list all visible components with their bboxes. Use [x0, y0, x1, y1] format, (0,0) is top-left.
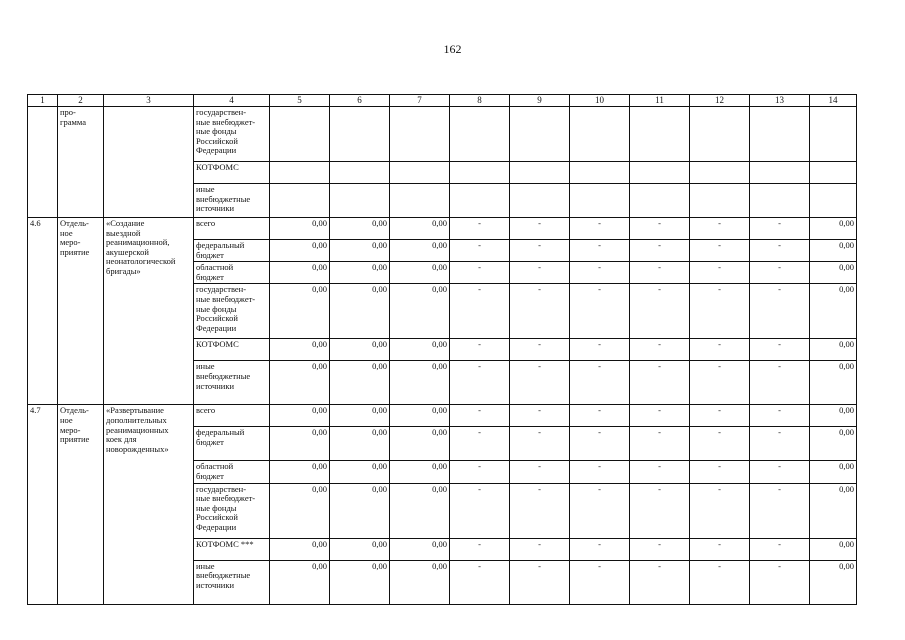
value-col-9: - [510, 560, 570, 604]
value-cell [630, 107, 690, 162]
value-cell [750, 162, 810, 184]
value-cell [570, 107, 630, 162]
value-col-5: 0,00 [270, 427, 330, 461]
funding-source: государствен- ные внебюджет- ные фонды Российской Федерации [194, 284, 270, 339]
funding-source: иные внебюджетные источники [194, 560, 270, 604]
value-cell [450, 162, 510, 184]
value-col-9: - [510, 218, 570, 240]
column-header: 5 [270, 95, 330, 107]
column-header: 8 [450, 95, 510, 107]
value-col-10: - [570, 218, 630, 240]
funding-source: государствен- ные внебюджет- ные фонды Российской Федерации [194, 483, 270, 538]
value-col-9: - [510, 461, 570, 483]
value-col-7: 0,00 [390, 461, 450, 483]
value-cell [330, 184, 390, 218]
value-col-8: - [450, 483, 510, 538]
value-cell [690, 162, 750, 184]
value-col-11: - [630, 218, 690, 240]
value-col-11: - [630, 262, 690, 284]
value-col-8: - [450, 361, 510, 405]
column-header: 14 [810, 95, 857, 107]
value-col-7: 0,00 [390, 427, 450, 461]
value-col-8: - [450, 538, 510, 560]
value-col-9: - [510, 405, 570, 427]
value-col-5: 0,00 [270, 284, 330, 339]
value-cell [390, 107, 450, 162]
value-col-5: 0,00 [270, 339, 330, 361]
value-col-11: - [630, 339, 690, 361]
value-col-8: - [450, 218, 510, 240]
column-header: 12 [690, 95, 750, 107]
value-cell [510, 162, 570, 184]
value-col-14: 0,00 [810, 361, 857, 405]
value-col-10: - [570, 461, 630, 483]
funding-source: государствен- ные внебюджет- ные фонды Российской Федерации [194, 107, 270, 162]
value-col-13: - [750, 560, 810, 604]
value-cell [270, 162, 330, 184]
row-name: «Развертывание дополнительных реанимационных коек для новорожденных» [104, 405, 194, 604]
value-col-10: - [570, 262, 630, 284]
value-col-12: - [690, 284, 750, 339]
value-col-10: - [570, 405, 630, 427]
value-col-9: - [510, 483, 570, 538]
value-cell [750, 107, 810, 162]
row-type: про- грамма [58, 107, 104, 218]
value-col-11: - [630, 538, 690, 560]
value-col-14: 0,00 [810, 262, 857, 284]
row-type: Отдель- ное меро- приятие [58, 405, 104, 604]
value-col-7: 0,00 [390, 405, 450, 427]
value-col-11: - [630, 284, 690, 339]
value-col-12: - [690, 427, 750, 461]
value-cell [810, 107, 857, 162]
value-cell [330, 162, 390, 184]
value-col-13: - [750, 405, 810, 427]
value-col-7: 0,00 [390, 262, 450, 284]
value-col-7: 0,00 [390, 240, 450, 262]
value-cell [750, 184, 810, 218]
value-cell [390, 184, 450, 218]
value-cell [570, 162, 630, 184]
value-col-13: - [750, 218, 810, 240]
value-col-12: - [690, 262, 750, 284]
value-col-14: 0,00 [810, 461, 857, 483]
value-col-6: 0,00 [330, 483, 390, 538]
column-header: 3 [104, 95, 194, 107]
table-row [28, 218, 857, 240]
column-header: 1 [28, 95, 58, 107]
value-col-7: 0,00 [390, 218, 450, 240]
page-number: 162 [443, 42, 462, 56]
value-col-10: - [570, 361, 630, 405]
value-cell [450, 107, 510, 162]
value-col-9: - [510, 361, 570, 405]
value-cell [630, 162, 690, 184]
row-index [28, 107, 58, 218]
value-col-5: 0,00 [270, 461, 330, 483]
value-col-13: - [750, 483, 810, 538]
value-col-6: 0,00 [330, 538, 390, 560]
value-col-12: - [690, 538, 750, 560]
value-col-5: 0,00 [270, 538, 330, 560]
value-col-6: 0,00 [330, 240, 390, 262]
value-col-12: - [690, 339, 750, 361]
value-col-10: - [570, 240, 630, 262]
value-cell [810, 162, 857, 184]
row-index: 4.6 [28, 218, 58, 405]
funding-source: федеральный бюджет [194, 427, 270, 461]
table-row [28, 107, 857, 162]
value-col-12: - [690, 560, 750, 604]
value-cell [690, 107, 750, 162]
row-name [104, 107, 194, 218]
value-col-13: - [750, 339, 810, 361]
value-col-6: 0,00 [330, 284, 390, 339]
value-cell [330, 107, 390, 162]
value-cell [510, 184, 570, 218]
value-col-14: 0,00 [810, 538, 857, 560]
column-header: 7 [390, 95, 450, 107]
value-col-14: 0,00 [810, 339, 857, 361]
funding-source: КОТФОМС *** [194, 538, 270, 560]
value-cell [630, 184, 690, 218]
value-col-6: 0,00 [330, 339, 390, 361]
value-cell [270, 184, 330, 218]
value-col-13: - [750, 538, 810, 560]
value-cell [810, 184, 857, 218]
value-col-5: 0,00 [270, 262, 330, 284]
value-col-14: 0,00 [810, 560, 857, 604]
value-col-5: 0,00 [270, 560, 330, 604]
value-col-12: - [690, 361, 750, 405]
value-col-11: - [630, 361, 690, 405]
funding-source: всего [194, 405, 270, 427]
header-row [28, 95, 857, 107]
value-col-9: - [510, 262, 570, 284]
column-header: 10 [570, 95, 630, 107]
value-cell [690, 184, 750, 218]
value-col-10: - [570, 483, 630, 538]
value-col-7: 0,00 [390, 361, 450, 405]
value-col-13: - [750, 262, 810, 284]
value-col-6: 0,00 [330, 405, 390, 427]
value-col-6: 0,00 [330, 427, 390, 461]
value-col-7: 0,00 [390, 483, 450, 538]
value-col-12: - [690, 218, 750, 240]
value-col-6: 0,00 [330, 461, 390, 483]
value-cell [390, 162, 450, 184]
value-col-6: 0,00 [330, 262, 390, 284]
value-cell [270, 107, 330, 162]
row-index: 4.7 [28, 405, 58, 604]
value-col-8: - [450, 560, 510, 604]
value-col-14: 0,00 [810, 405, 857, 427]
value-col-6: 0,00 [330, 361, 390, 405]
value-col-11: - [630, 483, 690, 538]
value-col-5: 0,00 [270, 218, 330, 240]
value-cell [570, 184, 630, 218]
table-body [28, 107, 857, 605]
column-header: 11 [630, 95, 690, 107]
value-col-11: - [630, 427, 690, 461]
value-col-11: - [630, 461, 690, 483]
value-col-10: - [570, 427, 630, 461]
value-col-13: - [750, 361, 810, 405]
funding-source: иные внебюджетные источники [194, 184, 270, 218]
value-col-12: - [690, 405, 750, 427]
value-col-11: - [630, 405, 690, 427]
value-col-10: - [570, 560, 630, 604]
row-type: Отдель- ное меро- приятие [58, 218, 104, 405]
value-col-5: 0,00 [270, 483, 330, 538]
value-col-8: - [450, 240, 510, 262]
value-col-13: - [750, 461, 810, 483]
value-col-8: - [450, 262, 510, 284]
value-col-13: - [750, 284, 810, 339]
value-col-12: - [690, 461, 750, 483]
value-cell [450, 184, 510, 218]
funding-source: федеральный бюджет [194, 240, 270, 262]
funding-source: КОТФОМС [194, 339, 270, 361]
column-header: 13 [750, 95, 810, 107]
value-col-11: - [630, 560, 690, 604]
value-cell [510, 107, 570, 162]
value-col-14: 0,00 [810, 483, 857, 538]
value-col-13: - [750, 427, 810, 461]
value-col-9: - [510, 284, 570, 339]
funding-source: областной бюджет [194, 461, 270, 483]
value-col-10: - [570, 538, 630, 560]
row-name: «Создание выездной реанимационной, акушерской неонатологической бригады» [104, 218, 194, 405]
column-header: 4 [194, 95, 270, 107]
value-col-7: 0,00 [390, 560, 450, 604]
value-col-7: 0,00 [390, 538, 450, 560]
value-col-14: 0,00 [810, 427, 857, 461]
funding-source: иные внебюджетные источники [194, 361, 270, 405]
value-col-9: - [510, 339, 570, 361]
value-col-10: - [570, 339, 630, 361]
table-row [28, 405, 857, 427]
value-col-14: 0,00 [810, 218, 857, 240]
value-col-12: - [690, 483, 750, 538]
value-col-6: 0,00 [330, 560, 390, 604]
value-col-9: - [510, 240, 570, 262]
value-col-8: - [450, 461, 510, 483]
value-col-5: 0,00 [270, 361, 330, 405]
value-col-8: - [450, 405, 510, 427]
column-header: 6 [330, 95, 390, 107]
value-col-5: 0,00 [270, 405, 330, 427]
value-col-14: 0,00 [810, 240, 857, 262]
column-header: 9 [510, 95, 570, 107]
funding-source: КОТФОМС [194, 162, 270, 184]
column-header: 2 [58, 95, 104, 107]
value-col-9: - [510, 427, 570, 461]
funding-source: всего [194, 218, 270, 240]
value-col-5: 0,00 [270, 240, 330, 262]
budget-table [27, 94, 857, 605]
value-col-8: - [450, 427, 510, 461]
value-col-8: - [450, 339, 510, 361]
value-col-14: 0,00 [810, 284, 857, 339]
value-col-10: - [570, 284, 630, 339]
funding-source: областной бюджет [194, 262, 270, 284]
value-col-7: 0,00 [390, 284, 450, 339]
value-col-8: - [450, 284, 510, 339]
value-col-7: 0,00 [390, 339, 450, 361]
value-col-12: - [690, 240, 750, 262]
value-col-11: - [630, 240, 690, 262]
value-col-13: - [750, 240, 810, 262]
value-col-9: - [510, 538, 570, 560]
value-col-6: 0,00 [330, 218, 390, 240]
